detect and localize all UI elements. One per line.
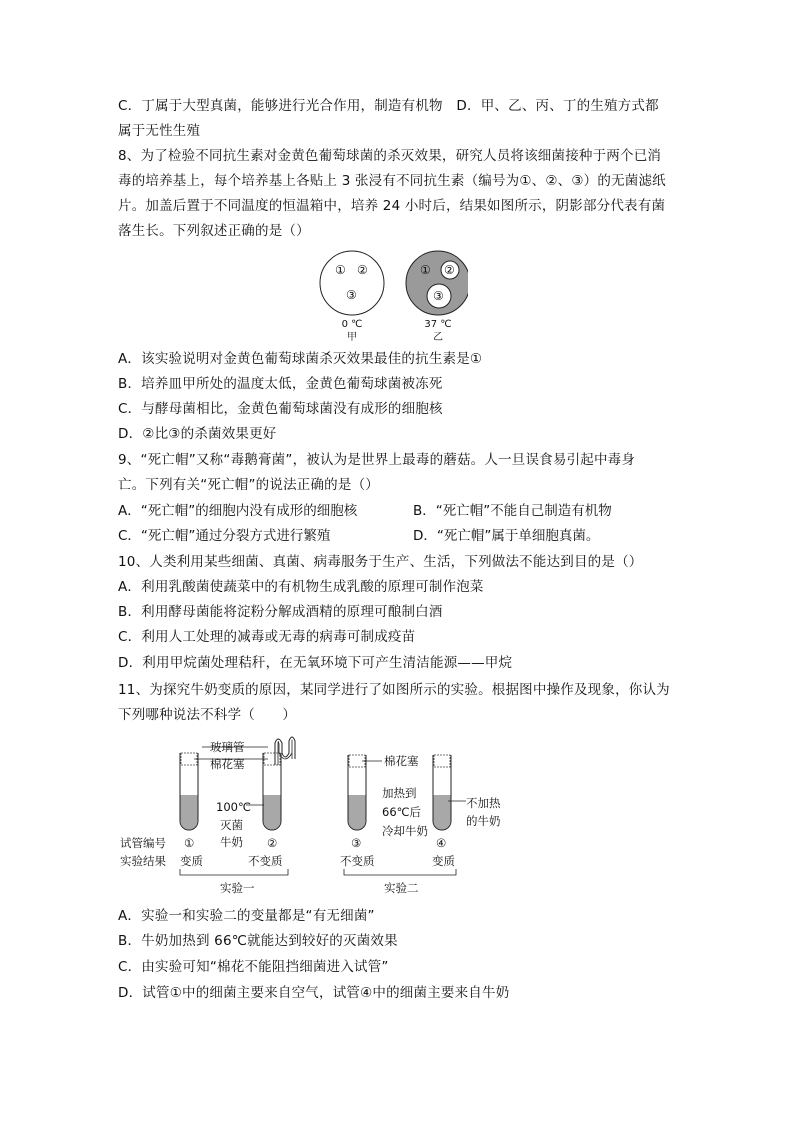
dish-a-label-3: ③ — [346, 288, 357, 302]
option-line: C．丁属于大型真菌，能够进行光合作用，制造有机物 D．甲、乙、丙、丁的生殖方式都 — [118, 98, 659, 114]
option-a: A．利用乳酸菌使蔬菜中的有机物生成乳酸的原理可制作泡菜 — [118, 579, 484, 595]
result-tube-1: 变质 — [180, 854, 203, 868]
label-sterile-1: 100℃ — [216, 800, 251, 814]
figure-petri-dishes — [318, 246, 468, 346]
label-sterile-3: 牛奶 — [220, 835, 243, 849]
question-11-text: 下列哪种说法不科学（ ） — [118, 707, 297, 723]
dish-a-label-2: ② — [357, 263, 368, 277]
option-a: A．该实验说明对金黄色葡萄球菌杀灭效果最佳的抗生素是① — [118, 351, 483, 367]
question-9-text: 亡。下列有关“死亡帽”的说法正确的是（） — [118, 477, 379, 493]
option-d: D．试管①中的细菌主要来自空气，试管④中的细菌主要来自牛奶 — [118, 985, 510, 1001]
question-10-text: 10、人类利用某些细菌、真菌、病毒服务于生产、生活，下列做法不能达到目的是（） — [118, 554, 643, 570]
label-heat-3: 冷却牛奶 — [382, 824, 428, 838]
question-8-text: 片。加盖后置于不同温度的恒温箱中，培养 24 小时后，结果如图所示，阴影部分代表有菌 — [118, 198, 666, 214]
option-b: B．利用酵母菌能将淀粉分解成酒精的原理可酿制白酒 — [118, 604, 443, 620]
option-d: D．②比③的杀菌效果更好 — [118, 426, 277, 442]
label-cotton-plug: 棉花塞 — [210, 757, 245, 771]
label-exp-1: 实验一 — [220, 881, 255, 895]
dish-b-name: 乙 — [433, 332, 443, 343]
label-heat-1: 加热到 — [382, 786, 417, 800]
label-result: 实验结果 — [120, 854, 166, 868]
dish-b-label-3: ③ — [433, 289, 444, 303]
label-sterile-2: 灭菌 — [220, 818, 243, 832]
test-tube-2 — [263, 737, 295, 830]
test-tube-3 — [348, 755, 366, 830]
bracket-exp-1 — [180, 869, 288, 875]
tube-number-1: ① — [184, 836, 195, 850]
dish-a-name: 甲 — [347, 332, 357, 343]
question-8-text: 8、为了检验不同抗生素对金黄色葡萄球菌的杀灭效果，研究人员将该细菌接种于两个已消 — [118, 148, 662, 164]
option-a: A．“死亡帽”的细胞内没有成形的细胞核 — [118, 503, 358, 519]
option-d: D．“死亡帽”属于单细胞真菌。 — [413, 528, 600, 544]
question-8-text: 落生长。下列叙述正确的是（） — [118, 223, 310, 239]
label-cotton-plug-2: 棉花塞 — [384, 754, 419, 768]
label-tube-number: 试管编号 — [120, 836, 166, 850]
label-glass-tube: 玻璃管 — [210, 740, 245, 754]
option-line: 属于无性生殖 — [118, 123, 201, 139]
label-noheat-1: 不加热 — [466, 796, 501, 810]
test-tube-4 — [433, 755, 451, 830]
label-heat-2: 66℃后 — [382, 805, 422, 819]
dish-a-label-1: ① — [335, 263, 346, 277]
tube-number-4: ④ — [436, 836, 447, 850]
question-9-text: 9、“死亡帽”又称“毒鹅膏菌”，被认为是世界上最毒的蘑菇。人一旦误食易引起中毒身 — [118, 452, 636, 468]
dish-b-label-1: ① — [420, 263, 431, 277]
option-b: B．“死亡帽”不能自己制造有机物 — [413, 503, 612, 519]
result-tube-3: 不变质 — [340, 854, 375, 868]
tube-number-2: ② — [267, 836, 278, 850]
option-c: C．“死亡帽”通过分裂方式进行繁殖 — [118, 528, 331, 544]
option-c: C．由实验可知“棉花不能阻挡细菌进入试管” — [118, 959, 389, 975]
option-c: C．与酵母菌相比，金黄色葡萄球菌没有成形的细胞核 — [118, 401, 443, 417]
result-tube-2: 不变质 — [248, 854, 283, 868]
tube-number-3: ③ — [351, 836, 362, 850]
option-b: B．牛奶加热到 66℃就能达到较好的灭菌效果 — [118, 933, 398, 949]
result-tube-4: 变质 — [432, 854, 455, 868]
label-exp-2: 实验二 — [384, 881, 419, 895]
option-d: D．利用甲烷菌处理秸秆，在无氧环境下可产生清洁能源——甲烷 — [118, 655, 513, 671]
question-8-text: 毒的培养基上，每个培养基上各贴上 3 张浸有不同抗生素（编号为①、②、③）的无菌滤纸 — [118, 173, 666, 189]
option-a: A．实验一和实验二的变量都是“有无细菌” — [118, 908, 375, 924]
test-tube-1 — [180, 753, 198, 833]
option-b: B．培养皿甲所处的温度太低，金黄色葡萄球菌被冻死 — [118, 376, 443, 392]
label-noheat-2: 的牛奶 — [466, 814, 501, 828]
question-11-text: 11、为探究牛奶变质的原因，某同学进行了如图所示的实验。根据图中操作及现象，你认为 — [118, 682, 670, 698]
bracket-exp-2 — [344, 869, 456, 875]
figure-milk-experiment — [118, 733, 518, 898]
dish-a — [320, 251, 384, 315]
dish-a-temp: 0 ℃ — [341, 319, 363, 330]
option-c: C．利用人工处理的减毒或无毒的病毒可制成疫苗 — [118, 629, 416, 645]
dish-b-label-2: ② — [444, 263, 455, 277]
dish-b-temp: 37 ℃ — [424, 319, 452, 330]
